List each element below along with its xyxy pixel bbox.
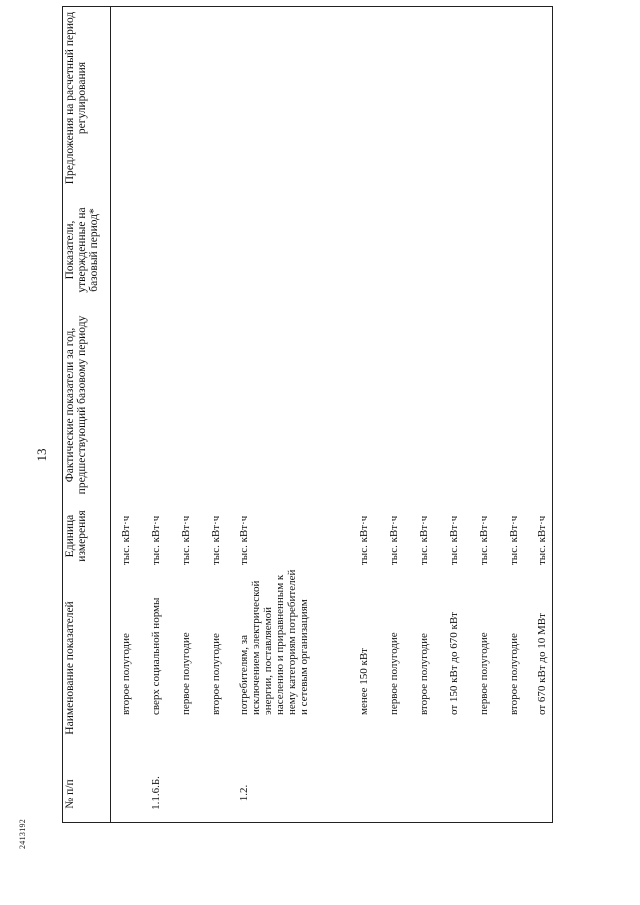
header-actual: Фактические показатели за год, предшествующий базовому периоду: [64, 315, 88, 495]
row-name: менее 150 кВт: [358, 648, 370, 715]
row-unit: тыс. кВт·ч: [150, 515, 162, 565]
row-name: от 150 кВт до 670 кВт: [448, 612, 460, 715]
table-border-bottom: [552, 6, 553, 823]
row-name: первое полугодие: [478, 632, 490, 715]
row-name: первое полугодие: [388, 632, 400, 715]
row-name: второе полугодие: [418, 633, 430, 715]
row-unit: тыс. кВт·ч: [536, 515, 548, 565]
header-number: № п/п: [64, 779, 76, 809]
page-number: 13: [34, 448, 49, 462]
row-name: второе полугодие: [120, 633, 132, 715]
row-name: сверх социальной нормы: [150, 597, 162, 715]
header-divider: [110, 6, 111, 823]
row-number: 1.2.: [238, 784, 250, 802]
header-approved: Показатели, утвержденные на базовый период*: [64, 207, 100, 293]
row-name: первое полугодие: [180, 632, 192, 715]
row-unit: тыс. кВт·ч: [180, 515, 192, 565]
row-unit: тыс. кВт·ч: [120, 515, 132, 565]
row-number: 1.1.6.Б.: [150, 776, 162, 810]
table-border-right: [62, 6, 552, 7]
row-name: от 670 кВт до 10 МВт: [536, 613, 548, 715]
row-unit: тыс. кВт·ч: [478, 515, 490, 565]
row-name: потребителям, за исключением электрической энергии, поставляемой населению и приравненным к нему категориям потребителей и сетевым организациям: [238, 569, 310, 715]
row-unit: тыс. кВт·ч: [388, 515, 400, 565]
row-unit: тыс. кВт·ч: [358, 515, 370, 565]
row-unit: тыс. кВт·ч: [508, 515, 520, 565]
row-name: второе полугодие: [508, 633, 520, 715]
document-id: 2413192: [18, 818, 27, 849]
row-unit: тыс. кВт·ч: [418, 515, 430, 565]
header-indicator-name: Наименование показателей: [64, 601, 76, 735]
table-border-left: [62, 822, 552, 823]
row-name: второе полугодие: [210, 633, 222, 715]
row-unit: тыс. кВт·ч: [238, 515, 250, 565]
row-unit: тыс. кВт·ч: [210, 515, 222, 565]
table-border-top: [62, 6, 63, 823]
header-proposals: Предложения на расчетный период регулирования: [64, 11, 88, 185]
header-unit: Единица измерения: [64, 510, 88, 562]
row-unit: тыс. кВт·ч: [448, 515, 460, 565]
